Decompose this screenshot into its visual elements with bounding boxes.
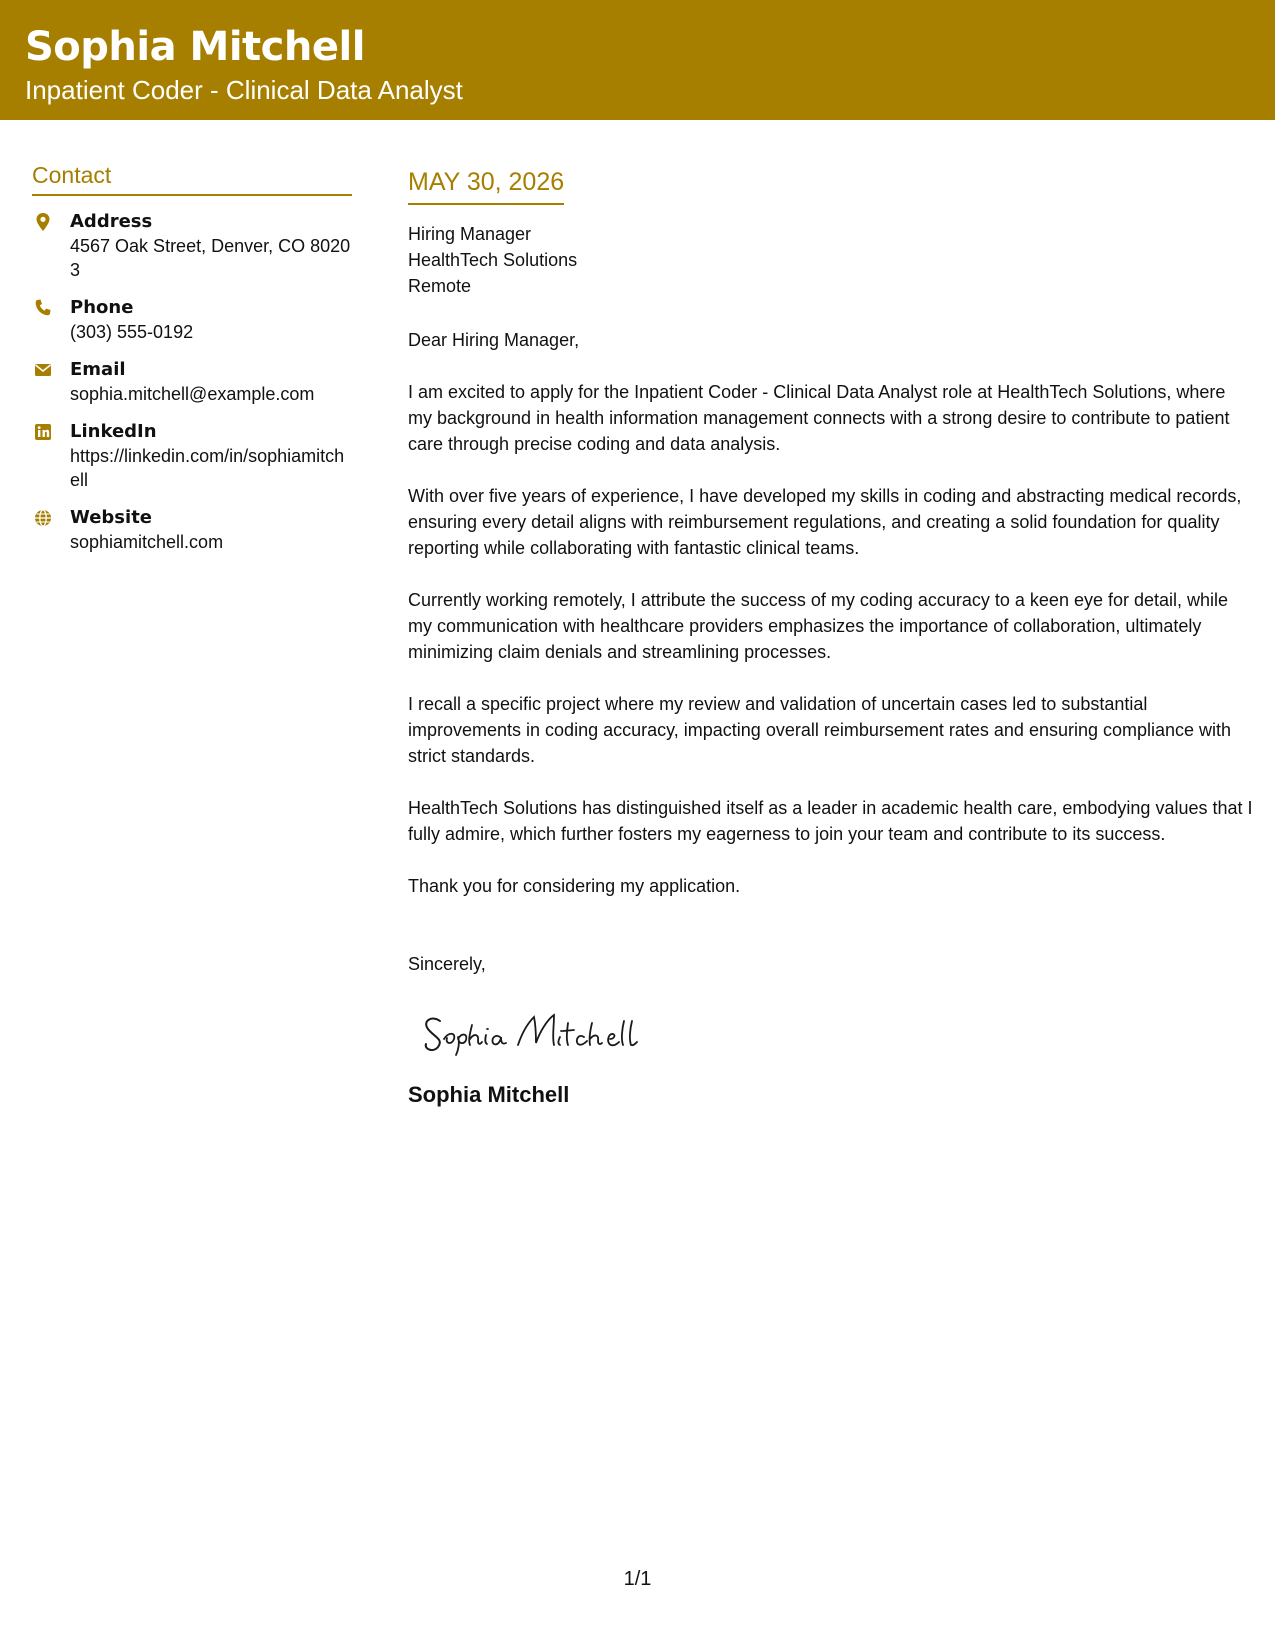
globe-icon xyxy=(34,508,52,528)
contact-heading: Contact xyxy=(32,160,352,196)
linkedin-value[interactable]: https://linkedin.com/in/sophiamitchell xyxy=(70,446,345,490)
body-paragraph: I am excited to apply for the Inpatient Coder - Clinical Data Analyst role at HealthTech Solutions, where my background in health information management connects with a strong desire to contribute to patient care through precise coding and data analysis. xyxy=(408,382,1230,454)
email-label: Email xyxy=(70,359,126,380)
recipient-line: Hiring Manager xyxy=(408,224,532,244)
contact-sidebar xyxy=(32,160,352,568)
contact-website xyxy=(32,506,352,554)
body-paragraph: HealthTech Solutions has distinguished itself as a leader in academic health care, embodying values that I fully admire, which further fosters my eagerness to join your team and contribute to its success. xyxy=(408,798,1253,844)
body-paragraph: With over five years of experience, I have developed my skills in coding and abstracting medical records, ensuring every detail aligns with reimbursement regulations, and creating a solid foundation for quality reporting while collaborating with fantastic clinical teams. xyxy=(408,486,1242,558)
contact-phone xyxy=(32,296,352,344)
map-pin-icon xyxy=(34,212,52,232)
email-value: sophia.mitchell@example.com xyxy=(70,384,315,404)
body-paragraph: Thank you for considering my application. xyxy=(408,876,741,896)
phone-value: (303) 555-0192 xyxy=(70,322,194,342)
applicant-name: Sophia Mitchell xyxy=(25,24,365,70)
phone-icon xyxy=(34,298,52,318)
letter-date: MAY 30, 2026 xyxy=(408,165,564,205)
handwritten-signature xyxy=(418,999,668,1059)
contact-email xyxy=(32,358,352,406)
address-label: Address xyxy=(70,211,153,232)
page-number: 1/1 xyxy=(623,1568,652,1590)
linkedin-label: LinkedIn xyxy=(70,421,157,442)
contact-linkedin xyxy=(32,420,352,492)
envelope-icon xyxy=(34,360,52,380)
website-label: Website xyxy=(70,507,153,528)
linkedin-icon xyxy=(34,422,52,442)
closing: Sincerely, xyxy=(408,954,486,974)
header-banner xyxy=(0,0,1275,120)
signer-name: Sophia Mitchell xyxy=(408,1082,570,1107)
letter-body xyxy=(408,165,1253,1109)
recipient-block xyxy=(408,221,1253,299)
recipient-line: Remote xyxy=(408,276,472,296)
body-paragraph: I recall a specific project where my review and validation of uncertain cases led to substantial improvements in coding accuracy, impacting overall reimbursement rates and ensuring compliance with strict standards. xyxy=(408,694,1232,766)
website-value[interactable]: sophiamitchell.com xyxy=(70,532,224,552)
phone-label: Phone xyxy=(70,297,134,318)
body-paragraph: Currently working remotely, I attribute the success of my coding accuracy to a keen eye for detail, while my communication with healthcare providers emphasizes the importance of collaboration, ultimately minimizing claim denials and streamlining processes. xyxy=(408,590,1229,662)
salutation: Dear Hiring Manager, xyxy=(408,330,580,350)
job-title: Inpatient Coder - Clinical Data Analyst xyxy=(25,75,463,105)
contact-address xyxy=(32,210,352,282)
address-value: 4567 Oak Street, Denver, CO 80203 xyxy=(70,236,351,280)
recipient-line: HealthTech Solutions xyxy=(408,250,578,270)
